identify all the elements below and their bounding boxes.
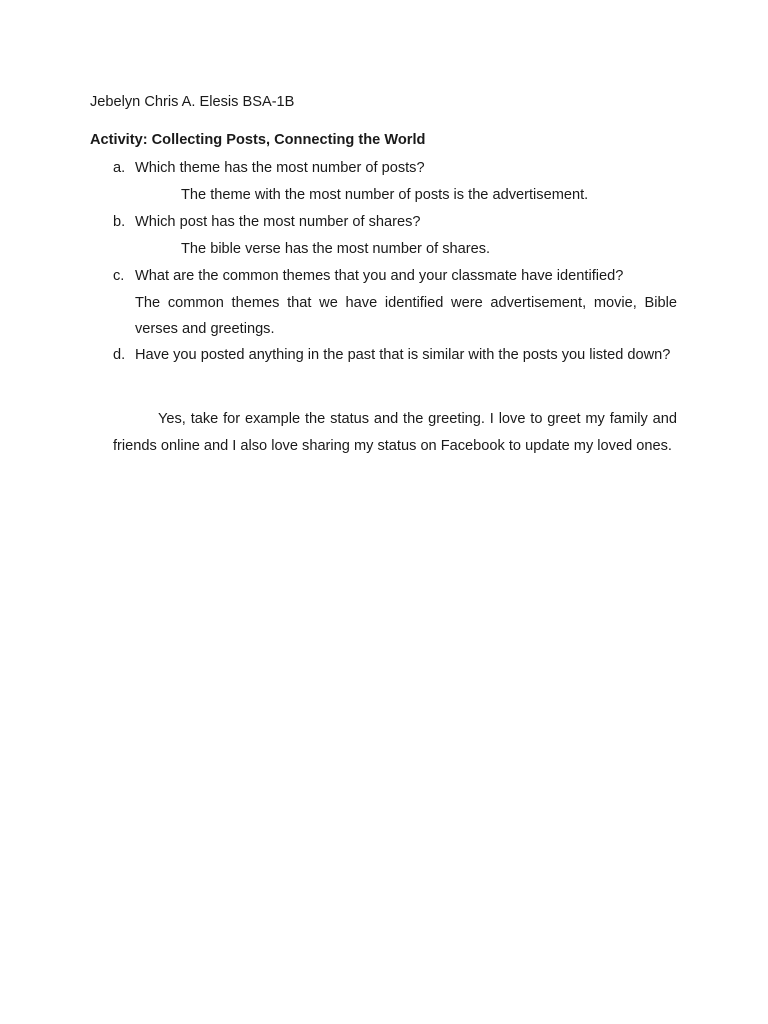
item-letter: a. [113,160,126,176]
question-item-b [113,209,677,263]
question-text: What are the common themes that you and your classmate have identified? [135,268,624,284]
item-letter: b. [113,214,126,230]
question-text: Have you posted anything in the past that is similar with the posts you listed down? [135,347,671,363]
activity-title: Activity: Collecting Posts, Connecting the World [90,132,426,148]
question-text: Which post has the most number of shares? [135,214,421,230]
question-item-a [113,155,677,209]
question-item-c [113,263,677,342]
answer-text: The bible verse has the most number of shares. [181,241,491,257]
question-text: Which theme has the most number of posts? [135,160,425,176]
answer-text: Yes, take for example the status and the greeting. I love to greet my family and friends online and I also love sharing my status on Facebook to update my loved ones. [113,411,677,454]
item-letter: c. [113,268,125,284]
item-letter: d. [113,347,126,363]
answer-text: The common themes that we have identified were advertisement, movie, Bible verses and greetings. [135,295,677,337]
answer-text: The theme with the most number of posts is the advertisement. [181,187,589,203]
question-item-d [113,342,677,369]
author-line: Jebelyn Chris A. Elesis BSA-1B [90,94,295,110]
